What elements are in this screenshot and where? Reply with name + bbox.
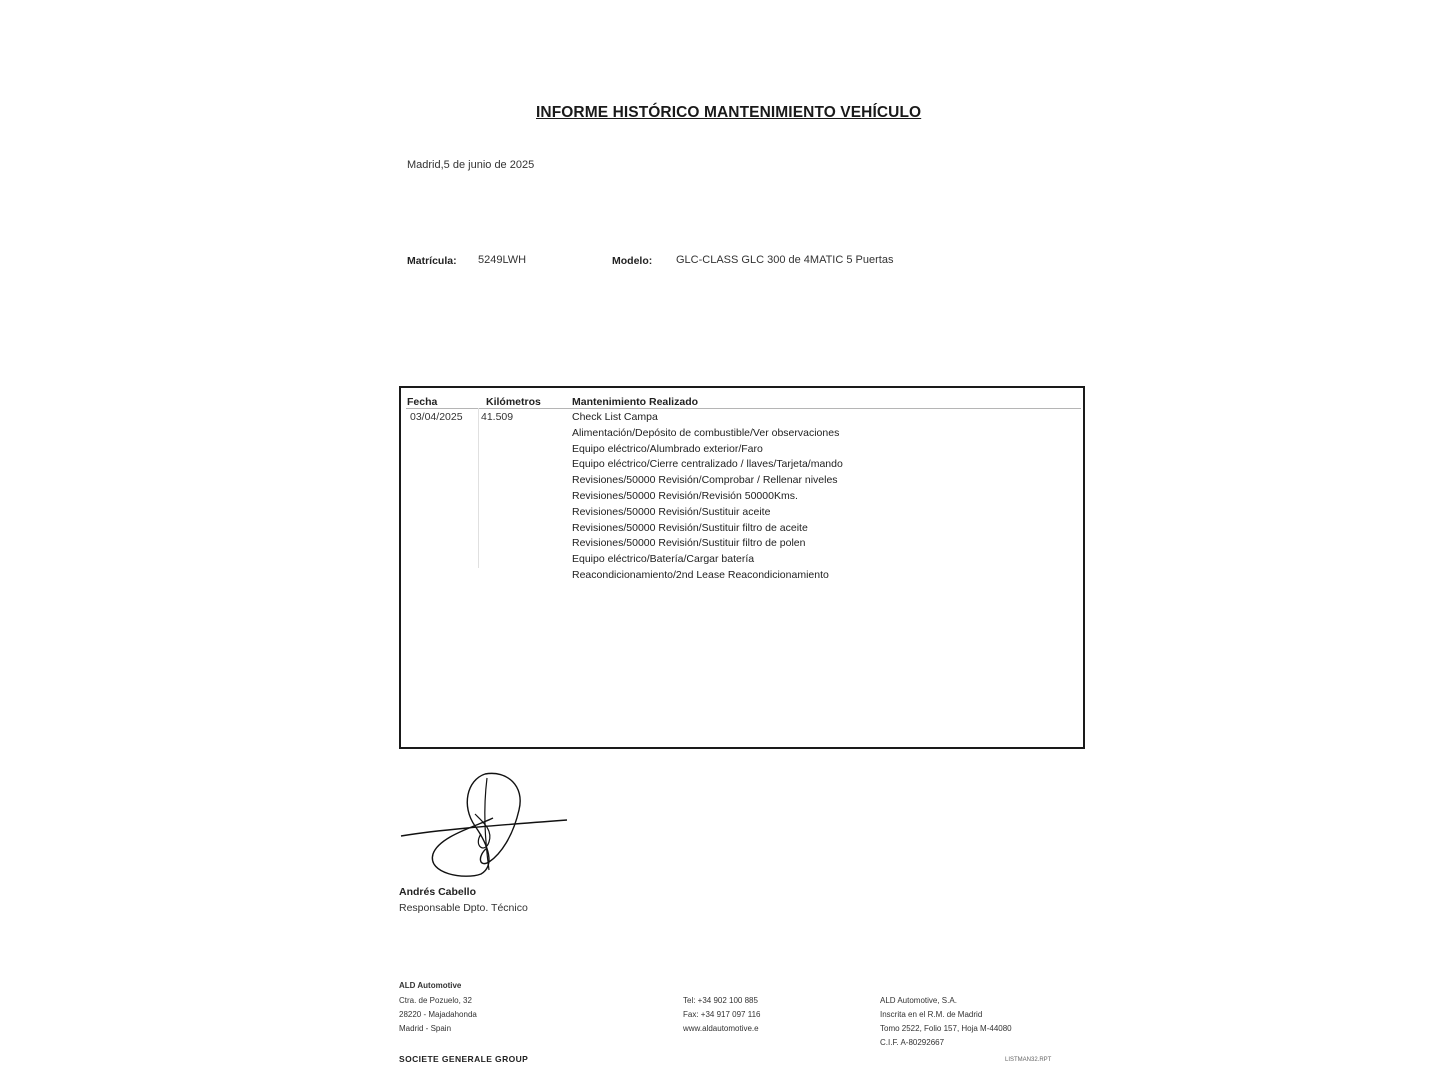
footer-registry (880, 994, 1012, 1050)
table-column-divider (478, 408, 479, 568)
list-item: Equipo eléctrico/Batería/Cargar batería (572, 553, 755, 566)
list-item: Alimentación/Depósito de combustible/Ver observaciones (572, 426, 840, 439)
table-row-km: 41.509 (481, 411, 514, 423)
footer-address-line: 28220 - Majadahonda (399, 1010, 477, 1019)
list-item: Check List Campa (572, 411, 658, 423)
footer-registry-line: ALD Automotive, S.A. (880, 996, 957, 1005)
footer-contact-line: Fax: +34 917 097 116 (683, 1010, 761, 1019)
column-header-date: Fecha (407, 396, 438, 408)
document-date: Madrid,5 de junio de 2025 (407, 159, 535, 171)
footer-contact (683, 994, 760, 1036)
model-value: GLC-CLASS GLC 300 de 4MATIC 5 Puertas (676, 254, 894, 266)
footer-contact-line: www.aldautomotive.e (683, 1024, 759, 1033)
plate-value: 5249LWH (478, 254, 527, 266)
model-label: Modelo: (612, 255, 653, 267)
footer-registry-line: C.I.F. A-80292667 (880, 1038, 945, 1047)
list-item: Revisiones/50000 Revisión/Sustituir filtro de polen (572, 537, 806, 550)
list-item: Reacondicionamiento/2nd Lease Reacondicionamiento (572, 568, 829, 581)
signer-name: Andrés Cabello (399, 886, 477, 898)
footer-address (399, 994, 477, 1036)
signer-role: Responsable Dpto. Técnico (399, 902, 528, 914)
footer-address-line: Madrid - Spain (399, 1024, 452, 1033)
document-code: LISTMAN32.RPT (1005, 1057, 1052, 1063)
footer-company-title: ALD Automotive (399, 981, 462, 990)
footer-registry-line: Tomo 2522, Folio 157, Hoja M-44080 (880, 1024, 1012, 1033)
group-name: SOCIETE GENERALE GROUP (399, 1054, 529, 1064)
column-header-km: Kilómetros (486, 396, 541, 408)
plate-label: Matrícula: (407, 255, 457, 267)
list-item: Revisiones/50000 Revisión/Comprobar / Rellenar niveles (572, 474, 838, 487)
footer-contact-line: Tel: +34 902 100 885 (683, 996, 758, 1005)
document-title: INFORME HISTÓRICO MANTENIMIENTO VEHÍCULO (536, 104, 922, 121)
handwritten-signature (397, 770, 577, 882)
column-header-maintenance: Mantenimiento Realizado (572, 396, 699, 408)
list-item: Revisiones/50000 Revisión/Sustituir aceite (572, 505, 771, 518)
list-item: Equipo eléctrico/Alumbrado exterior/Faro (572, 442, 763, 455)
table-header-divider (406, 408, 1081, 409)
list-item: Equipo eléctrico/Cierre centralizado / llaves/Tarjeta/mando (572, 458, 843, 471)
maintenance-items-list (572, 410, 843, 584)
list-item: Revisiones/50000 Revisión/Revisión 50000Kms. (572, 489, 798, 502)
table-row-date: 03/04/2025 (410, 411, 463, 423)
footer-registry-line: Inscrita en el R.M. de Madrid (880, 1010, 983, 1019)
footer-address-line: Ctra. de Pozuelo, 32 (399, 996, 472, 1005)
list-item: Revisiones/50000 Revisión/Sustituir filtro de aceite (572, 521, 808, 534)
